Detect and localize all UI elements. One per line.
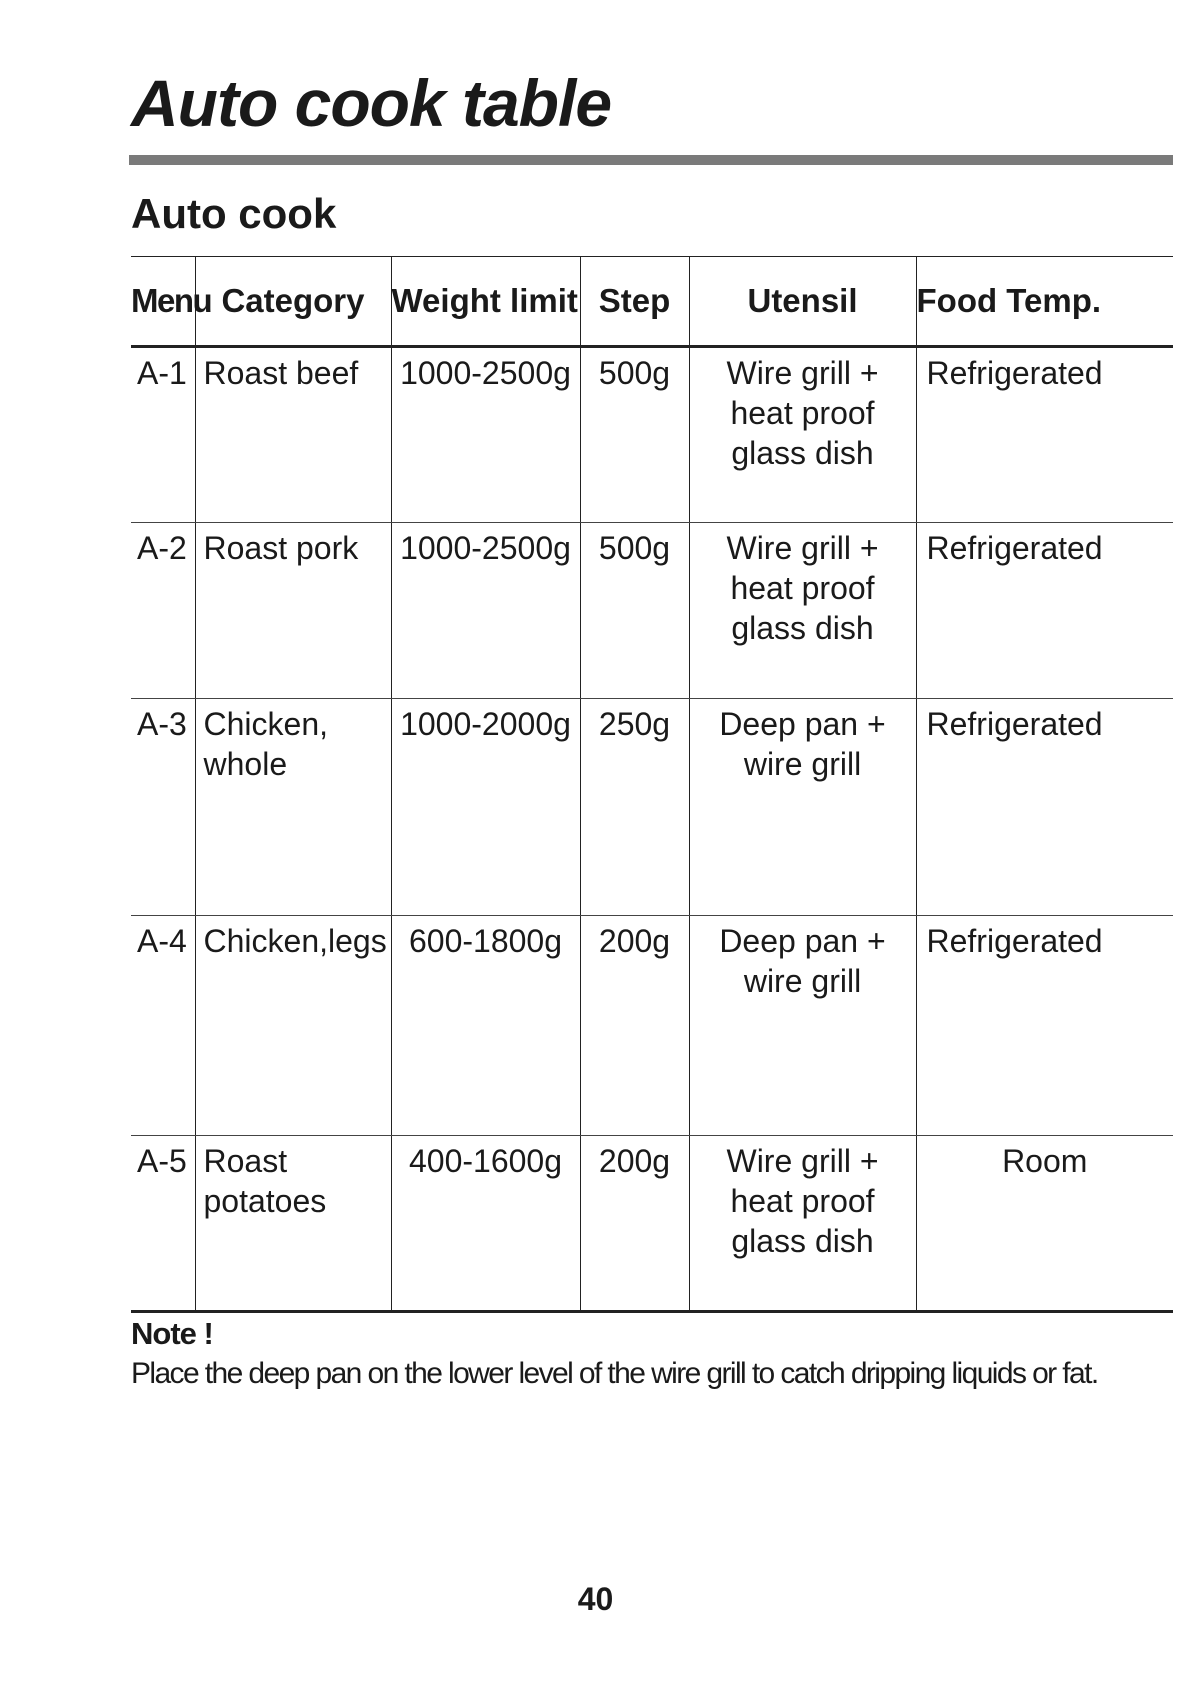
cell-utensil <box>689 347 916 523</box>
header-category: Category <box>195 257 391 347</box>
cell-utensil-line: glass dish <box>731 1223 874 1259</box>
header-weight-limit: Weight limit <box>391 257 580 347</box>
cell-utensil-line: wire grill <box>743 963 862 999</box>
cell-food-temp: Room <box>916 1136 1173 1312</box>
cell-utensil-line: glass dish <box>731 435 874 471</box>
cell-utensil-line: heat proof <box>730 395 875 431</box>
page-number: 40 <box>577 1581 614 1617</box>
cell-utensil-line: glass dish <box>731 610 874 646</box>
cell-utensil-line: Deep pan + <box>719 706 886 742</box>
cell-category-line: Roast beef <box>203 355 359 391</box>
cell-category-line: Chicken, <box>203 706 328 742</box>
cell-utensil-line: Wire grill + <box>726 530 879 566</box>
cell-category <box>195 523 391 699</box>
title-rule <box>129 155 1173 165</box>
cell-category-line: Roast <box>203 1143 288 1179</box>
cell-utensil-line: wire grill <box>743 746 862 782</box>
cell-step: 200g <box>580 1136 689 1312</box>
table-row <box>131 347 1173 523</box>
header-menu: Menu <box>131 257 195 347</box>
cell-step: 500g <box>580 347 689 523</box>
cell-utensil-line: heat proof <box>730 1183 875 1219</box>
cell-weight-limit: 1000-2500g <box>391 347 580 523</box>
page-title: Auto cook table <box>131 66 612 140</box>
cell-utensil <box>689 1136 916 1312</box>
cell-category-line: Roast pork <box>203 530 359 566</box>
cell-category-line: whole <box>203 746 288 782</box>
cell-menu: A-2 <box>131 523 195 699</box>
cell-category-line: Chicken,legs <box>203 923 387 959</box>
cell-menu: A-1 <box>131 347 195 523</box>
section-title: Auto cook <box>131 190 337 237</box>
cell-category <box>195 699 391 916</box>
cell-category <box>195 916 391 1136</box>
cell-category <box>195 1136 391 1312</box>
cell-weight-limit: 600-1800g <box>391 916 580 1136</box>
cell-utensil-line: heat proof <box>730 570 875 606</box>
cell-menu: A-3 <box>131 699 195 916</box>
cell-food-temp: Refrigerated <box>916 523 1173 699</box>
cell-weight-limit: 1000-2500g <box>391 523 580 699</box>
cell-category-line: potatoes <box>203 1183 327 1219</box>
cell-utensil-line: Wire grill + <box>726 1143 879 1179</box>
table-header-row <box>131 257 1173 347</box>
note-heading: Note ! <box>131 1316 213 1351</box>
cell-food-temp: Refrigerated <box>916 916 1173 1136</box>
cell-step: 250g <box>580 699 689 916</box>
note-text: Place the deep pan on the lower level of the wire grill to catch dripping liquids or fat. <box>131 1357 1098 1390</box>
auto-cook-table <box>131 256 1173 1313</box>
table-row <box>131 523 1173 699</box>
header-food-temp: Food Temp. <box>916 257 1173 347</box>
cell-weight-limit: 400-1600g <box>391 1136 580 1312</box>
cell-menu: A-4 <box>131 916 195 1136</box>
cell-utensil <box>689 523 916 699</box>
cell-utensil-line: Deep pan + <box>719 923 886 959</box>
table-row <box>131 699 1173 916</box>
cell-category <box>195 347 391 523</box>
header-utensil: Utensil <box>689 257 916 347</box>
header-step: Step <box>580 257 689 347</box>
table-row <box>131 916 1173 1136</box>
cell-step: 200g <box>580 916 689 1136</box>
cell-food-temp: Refrigerated <box>916 347 1173 523</box>
cell-weight-limit: 1000-2000g <box>391 699 580 916</box>
cell-food-temp: Refrigerated <box>916 699 1173 916</box>
table-row <box>131 1136 1173 1312</box>
cell-menu: A-5 <box>131 1136 195 1312</box>
cell-utensil <box>689 699 916 916</box>
cell-step: 500g <box>580 523 689 699</box>
cell-utensil-line: Wire grill + <box>726 355 879 391</box>
cell-utensil <box>689 916 916 1136</box>
